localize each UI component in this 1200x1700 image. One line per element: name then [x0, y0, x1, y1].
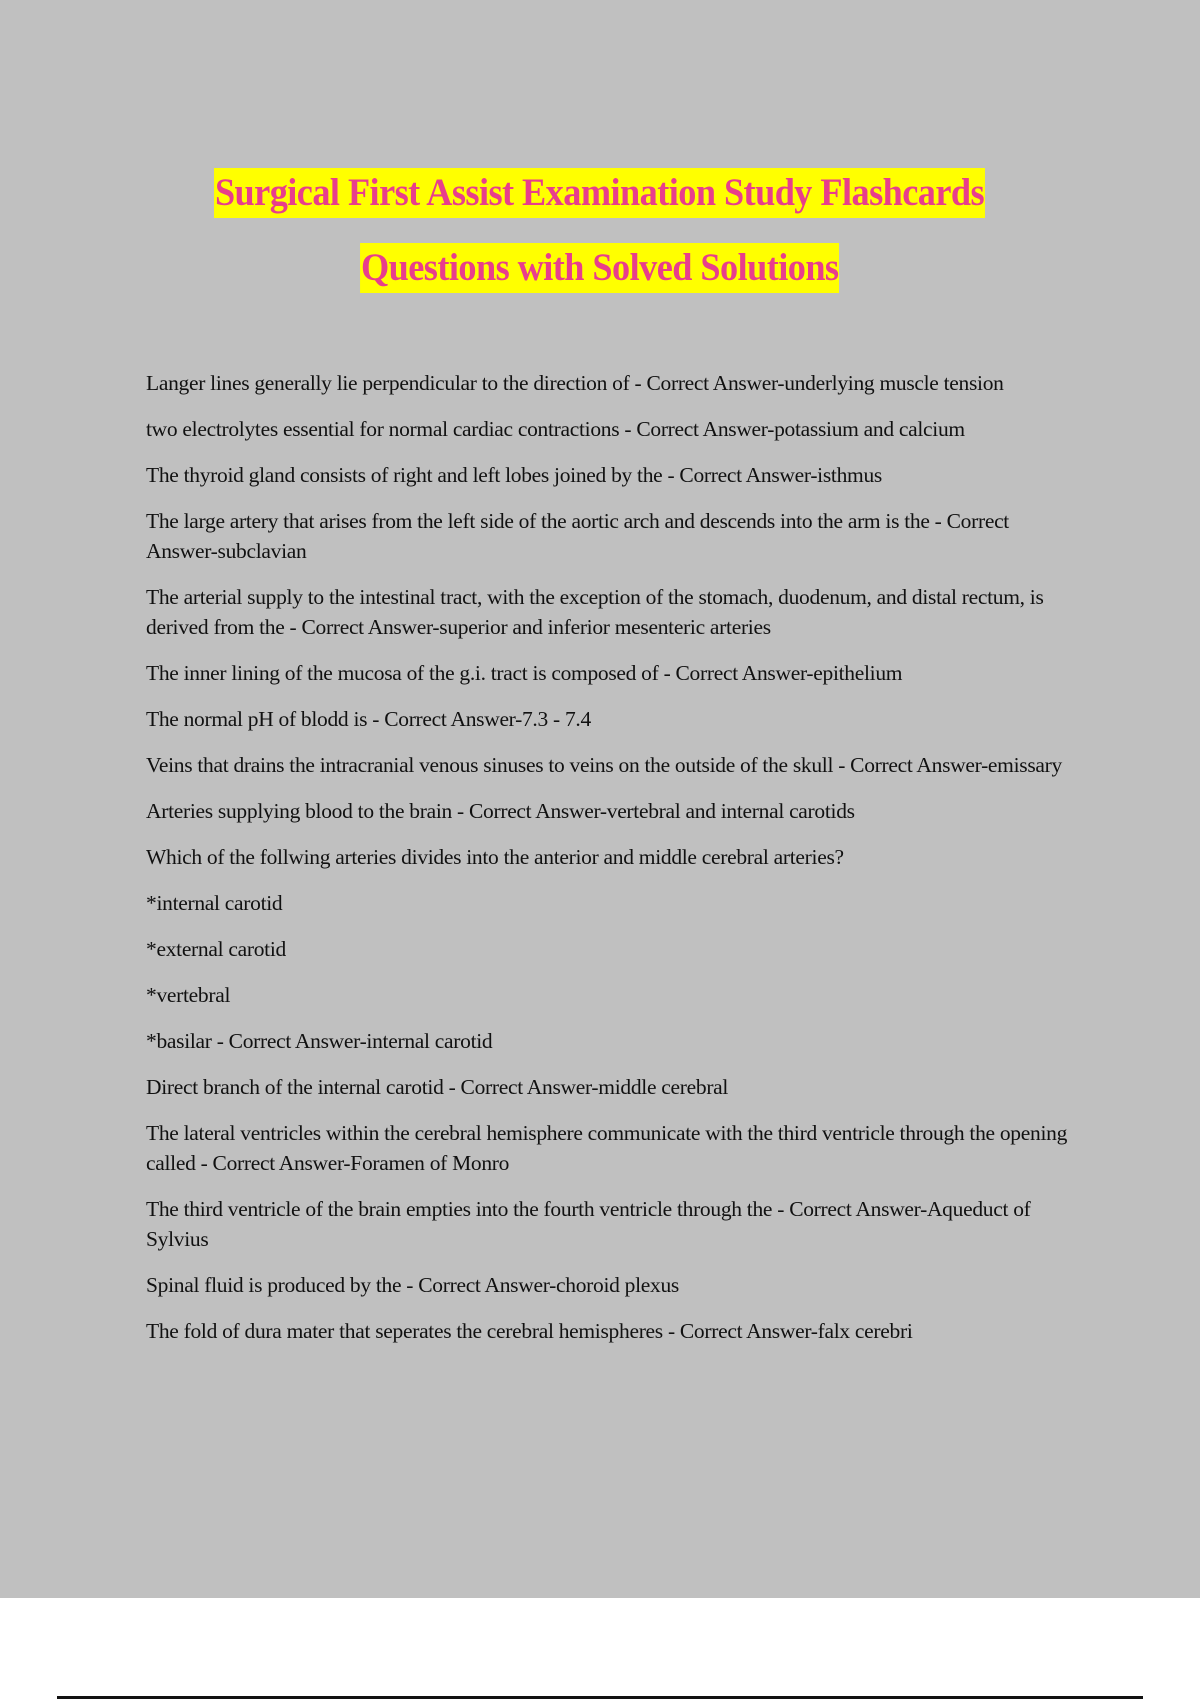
flashcard-option: *external carotid [146, 937, 286, 961]
flashcard-item: The large artery that arises from the left side of the aortic arch and descends into the arm is the - Correct Answer-subclavian [146, 509, 1009, 563]
flashcard-item: The arterial supply to the intestinal tract, with the exception of the stomach, duodenum, and distal rectum, is derived from the - Correct Answer-superior and inferior mesenteric arteries [146, 585, 1044, 639]
flashcard-option: *vertebral [146, 983, 231, 1007]
page-divider-line [57, 1696, 1143, 1699]
flashcard-item: Langer lines generally lie perpendicular to the direction of - Correct Answer-underlying muscle tension [146, 371, 1004, 395]
flashcard-option: *basilar - Correct Answer-internal carotid [146, 1029, 493, 1053]
flashcard-item: The normal pH of blodd is - Correct Answer-7.3 - 7.4 [146, 707, 591, 731]
flashcard-option: *internal carotid [146, 891, 283, 915]
title-line-1: Surgical First Assist Examination Study Flashcards [215, 168, 986, 218]
document-title [0, 168, 1200, 293]
title-line-2: Questions with Solved Solutions [360, 243, 839, 293]
flashcard-item: The inner lining of the mucosa of the g.i. tract is composed of - Correct Answer-epithelium [146, 661, 903, 685]
flashcard-item: The lateral ventricles within the cerebral hemisphere communicate with the third ventricle through the opening called - Correct Answer-Foramen of Monro [146, 1121, 1068, 1175]
flashcard-item: Which of the follwing arteries divides into the anterior and middle cerebral arteries? [146, 845, 844, 869]
flashcard-item: Direct branch of the internal carotid - Correct Answer-middle cerebral [146, 1075, 729, 1099]
flashcard-item: Arteries supplying blood to the brain - Correct Answer-vertebral and internal carotids [146, 799, 855, 823]
flashcard-item: The third ventricle of the brain empties into the fourth ventricle through the - Correct Answer-Aqueduct of Sylvius [146, 1197, 1031, 1251]
flashcard-item: Veins that drains the intracranial venous sinuses to veins on the outside of the skull - Correct Answer-emissary [146, 753, 1062, 777]
flashcard-item: The fold of dura mater that seperates the cerebral hemispheres - Correct Answer-falx cerebri [146, 1319, 913, 1343]
flashcard-item: Spinal fluid is produced by the - Correct Answer-choroid plexus [146, 1273, 679, 1297]
flashcard-item: The thyroid gland consists of right and left lobes joined by the - Correct Answer-isthmus [146, 463, 882, 487]
flashcard-list [146, 368, 1081, 1362]
flashcard-item: two electrolytes essential for normal cardiac contractions - Correct Answer-potassium and calcium [146, 417, 965, 441]
